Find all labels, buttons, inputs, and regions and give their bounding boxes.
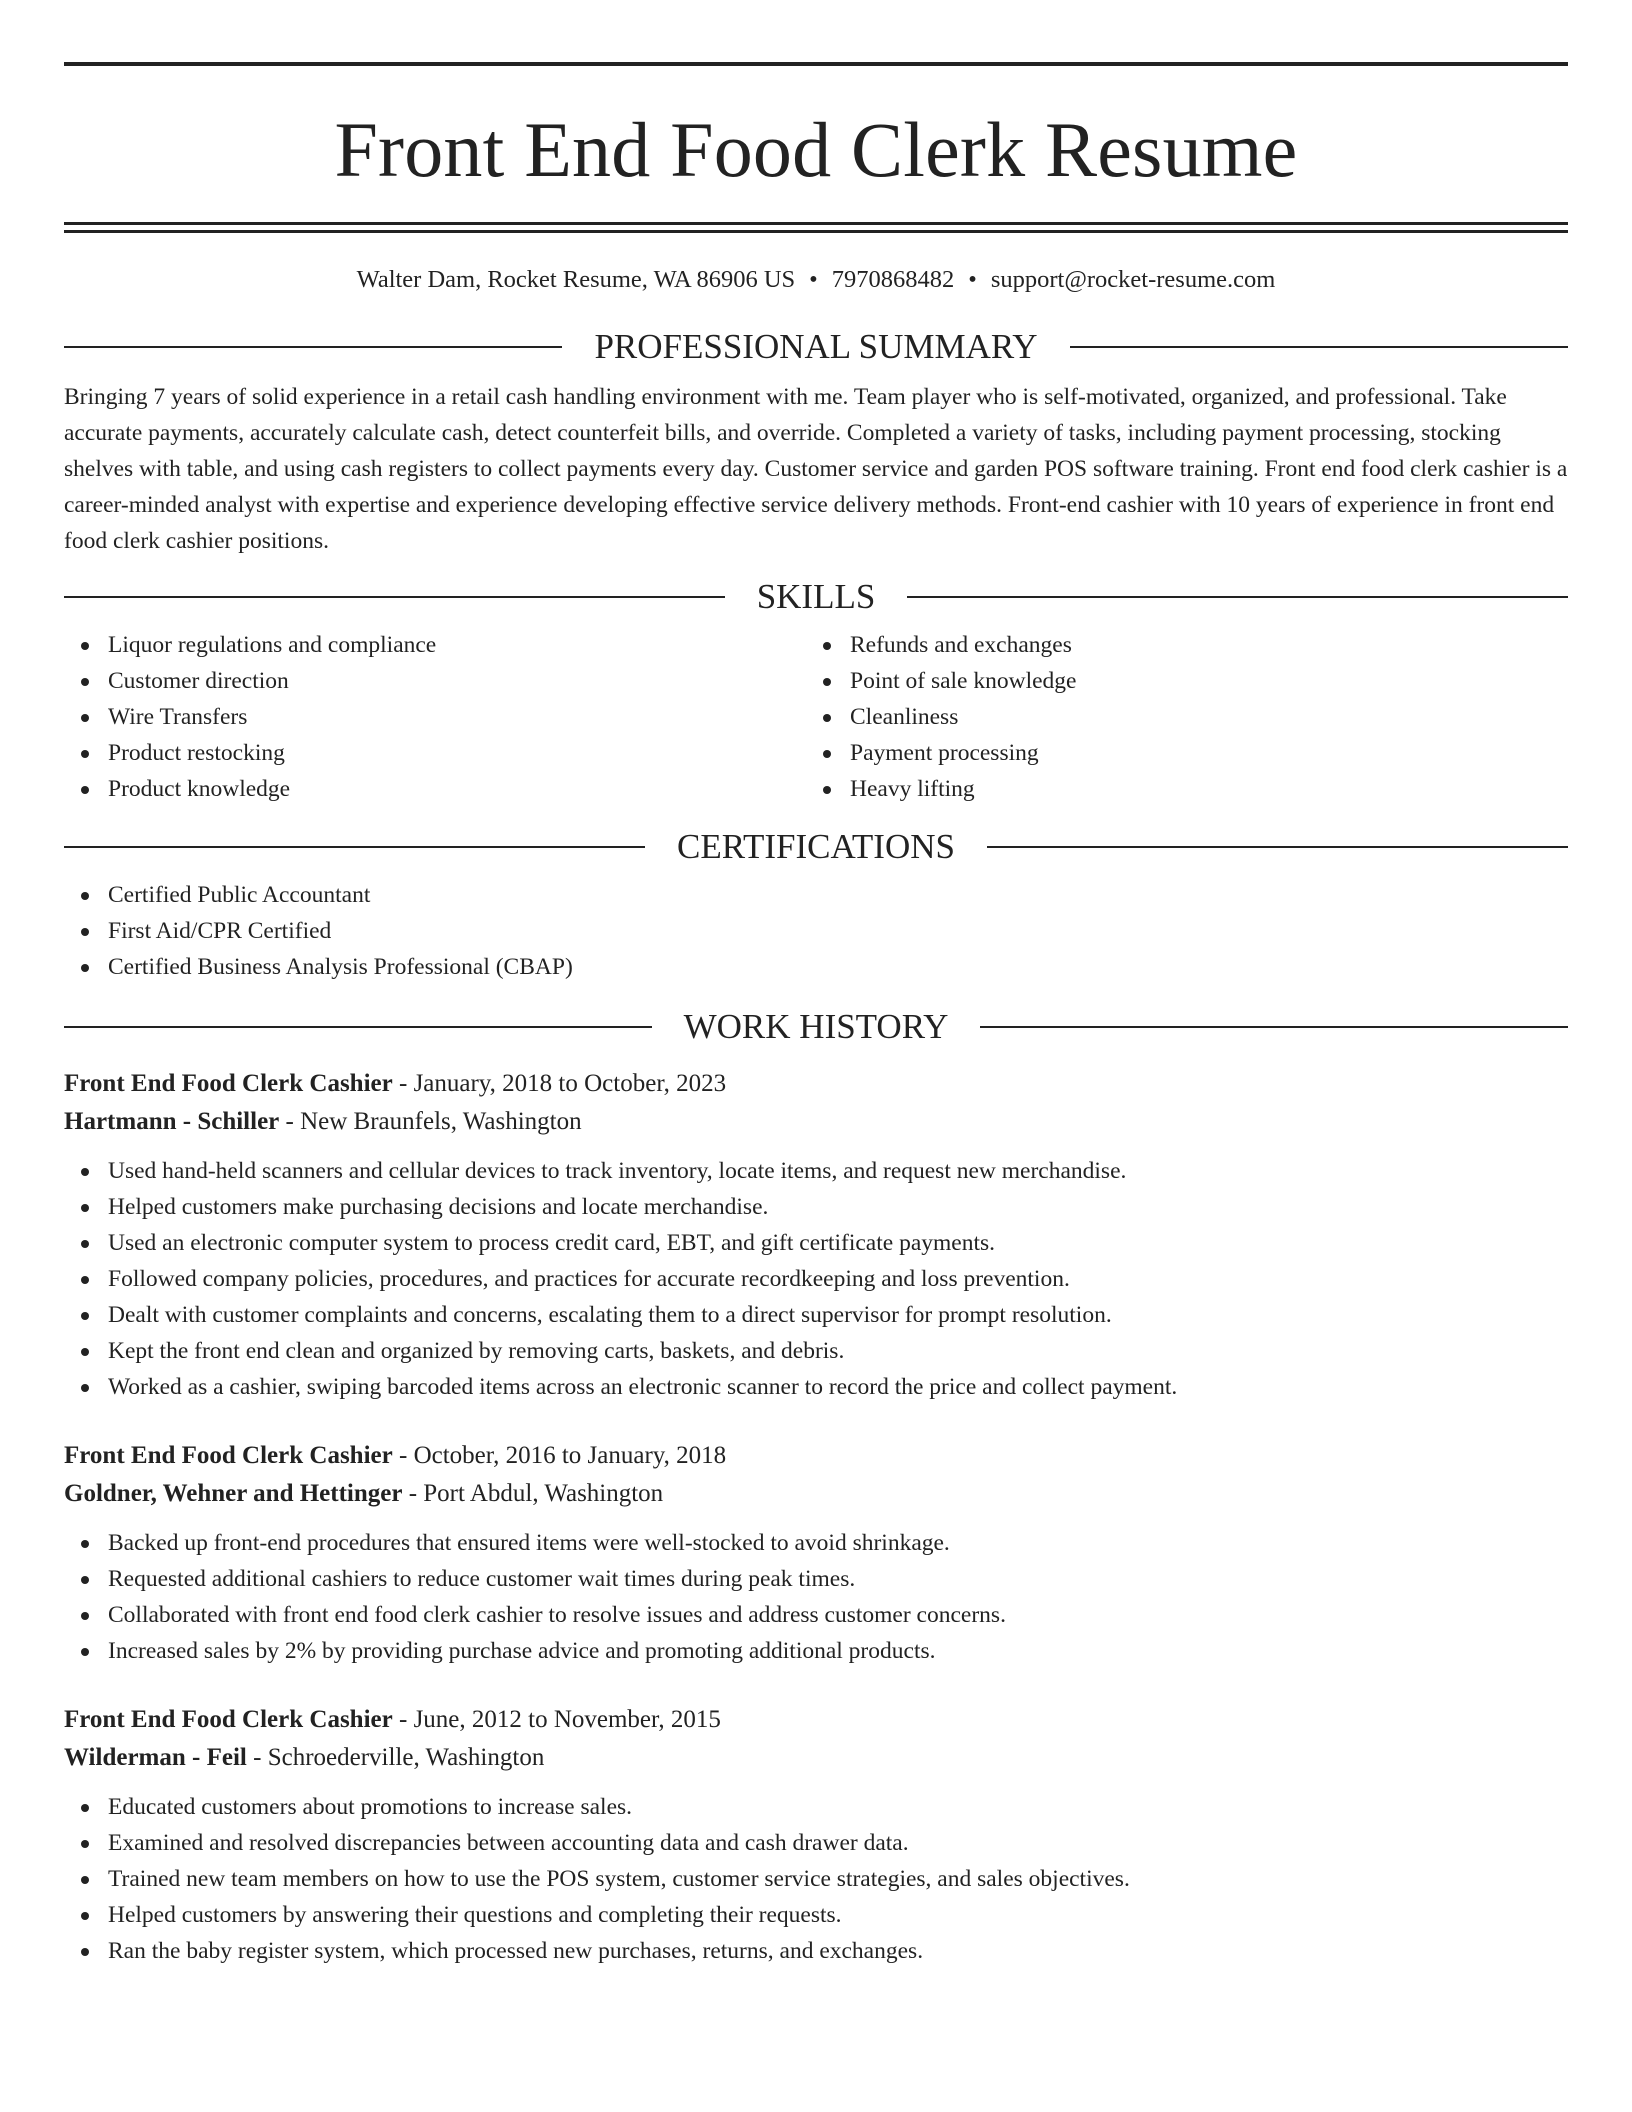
work-history-heading: WORK HISTORY xyxy=(683,1007,949,1046)
job-duty-item: Kept the front end clean and organized by removing carts, baskets, and debris. xyxy=(64,1333,1568,1369)
heading-rule xyxy=(987,846,1568,848)
job-duties xyxy=(64,1789,1568,1969)
job-duty-item: Helped customers make purchasing decisions and locate merchandise. xyxy=(64,1189,1568,1225)
summary-section-heading xyxy=(64,325,1568,369)
skill-item: Refunds and exchanges xyxy=(806,627,1548,663)
job-duty-item: Helped customers by answering their questions and completing their requests. xyxy=(64,1897,1568,1933)
job-duty-item: Followed company policies, procedures, and practices for accurate recordkeeping and loss prevention. xyxy=(64,1261,1568,1297)
skill-item: Wire Transfers xyxy=(64,699,806,735)
contact-address: Walter Dam, Rocket Resume, WA 86906 US xyxy=(356,266,796,293)
job-entry xyxy=(64,1701,1568,1969)
skills-left-column xyxy=(64,627,806,807)
job-title: Front End Food Clerk Cashier xyxy=(64,1442,393,1469)
job-duty-item: Educated customers about promotions to increase sales. xyxy=(64,1789,1568,1825)
job-entry xyxy=(64,1437,1568,1669)
heading-rule xyxy=(64,596,725,598)
resume-page xyxy=(64,62,1568,1969)
heading-rule xyxy=(64,346,562,348)
job-title: Front End Food Clerk Cashier xyxy=(64,1070,393,1097)
job-company: Wilderman - Feil xyxy=(64,1744,247,1771)
work-history-list xyxy=(64,1065,1568,1969)
skills-list xyxy=(64,627,1568,807)
certification-item: First Aid/CPR Certified xyxy=(64,913,1568,949)
skill-item: Product knowledge xyxy=(64,771,806,807)
job-title-line: Front End Food Clerk Cashier - June, 2012 to November, 2015 xyxy=(64,1706,721,1733)
heading-rule xyxy=(64,846,645,848)
heading-rule xyxy=(64,1026,652,1028)
contact-line xyxy=(64,265,1568,295)
job-duty-item: Requested additional cashiers to reduce customer wait times during peak times. xyxy=(64,1561,1568,1597)
skill-item: Point of sale knowledge xyxy=(806,663,1548,699)
job-duty-item: Increased sales by 2% by providing purchase advice and promoting additional products. xyxy=(64,1633,1568,1669)
certification-item: Certified Business Analysis Professional (CBAP) xyxy=(64,949,1568,985)
job-location: Schroederville, Washington xyxy=(267,1744,545,1771)
job-entry xyxy=(64,1065,1568,1405)
top-rule xyxy=(64,62,1568,66)
job-company: Goldner, Wehner and Hettinger xyxy=(64,1480,403,1507)
title-double-rule xyxy=(64,222,1568,233)
skill-item: Payment processing xyxy=(806,735,1548,771)
heading-rule xyxy=(1070,346,1568,348)
job-dates: October, 2016 to January, 2018 xyxy=(413,1442,727,1469)
contact-phone: 7970868482 xyxy=(831,266,955,293)
skill-item: Product restocking xyxy=(64,735,806,771)
job-duty-item: Collaborated with front end food clerk cashier to resolve issues and address customer concerns. xyxy=(64,1597,1568,1633)
job-duty-item: Dealt with customer complaints and concerns, escalating them to a direct supervisor for prompt resolution. xyxy=(64,1297,1568,1333)
heading-rule xyxy=(980,1026,1568,1028)
job-company: Hartmann - Schiller xyxy=(64,1108,280,1135)
skills-heading: SKILLS xyxy=(756,577,876,616)
job-duty-item: Examined and resolved discrepancies between accounting data and cash drawer data. xyxy=(64,1825,1568,1861)
job-location: Port Abdul, Washington xyxy=(423,1480,664,1507)
job-company-line: Goldner, Wehner and Hettinger - Port Abdul, Washington xyxy=(64,1480,664,1507)
job-location: New Braunfels, Washington xyxy=(300,1108,582,1135)
contact-separator: • xyxy=(809,266,818,293)
job-duty-item: Used hand-held scanners and cellular devices to track inventory, locate items, and request new merchandise. xyxy=(64,1153,1568,1189)
job-company-line: Hartmann - Schiller - New Braunfels, Washington xyxy=(64,1108,582,1135)
work-history-section-heading xyxy=(64,1005,1568,1049)
job-duty-item: Trained new team members on how to use the POS system, customer service strategies, and sales objectives. xyxy=(64,1861,1568,1897)
skills-section-heading xyxy=(64,575,1568,619)
job-title: Front End Food Clerk Cashier xyxy=(64,1706,393,1733)
summary-text: Bringing 7 years of solid experience in a retail cash handling environment with me. Team player who is self-motivated, organized, and professional. Take accurate payments, accurately calculate cash, detect counterfeit bills, and override. Completed a variety of tasks, including payment processing, stocking shelves with table, and using cash registers to collect payments every day. Customer service and garden POS software training. Front end food clerk cashier is a career-minded analyst with expertise and experience developing effective service delivery methods. Front-end cashier with 10 years of experience in front end food clerk cashier positions. xyxy=(64,384,1568,554)
skill-item: Heavy lifting xyxy=(806,771,1548,807)
resume-title: Front End Food Clerk Resume xyxy=(334,106,1298,193)
job-duties xyxy=(64,1153,1568,1405)
skills-right-column xyxy=(806,627,1548,807)
contact-email: support@rocket-resume.com xyxy=(990,266,1276,293)
certifications-heading: CERTIFICATIONS xyxy=(677,827,955,866)
job-duty-item: Backed up front-end procedures that ensured items were well-stocked to avoid shrinkage. xyxy=(64,1525,1568,1561)
certifications-section-heading xyxy=(64,825,1568,869)
heading-rule xyxy=(907,596,1568,598)
skill-item: Customer direction xyxy=(64,663,806,699)
job-duty-item: Ran the baby register system, which processed new purchases, returns, and exchanges. xyxy=(64,1933,1568,1969)
job-duty-item: Worked as a cashier, swiping barcoded items across an electronic scanner to record the price and collect payment. xyxy=(64,1369,1568,1405)
skill-item: Cleanliness xyxy=(806,699,1548,735)
job-dates: June, 2012 to November, 2015 xyxy=(413,1706,721,1733)
contact-separator: • xyxy=(968,266,977,293)
certification-item: Certified Public Accountant xyxy=(64,877,1568,913)
summary-heading: PROFESSIONAL SUMMARY xyxy=(594,327,1038,366)
job-duty-item: Used an electronic computer system to process credit card, EBT, and gift certificate payments. xyxy=(64,1225,1568,1261)
job-title-line: Front End Food Clerk Cashier - January, 2018 to October, 2023 xyxy=(64,1070,727,1097)
certifications-list xyxy=(64,877,1568,985)
job-title-line: Front End Food Clerk Cashier - October, 2016 to January, 2018 xyxy=(64,1442,727,1469)
job-duties xyxy=(64,1525,1568,1669)
job-company-line: Wilderman - Feil - Schroederville, Washington xyxy=(64,1744,545,1771)
skill-item: Liquor regulations and compliance xyxy=(64,627,806,663)
job-dates: January, 2018 to October, 2023 xyxy=(413,1070,727,1097)
